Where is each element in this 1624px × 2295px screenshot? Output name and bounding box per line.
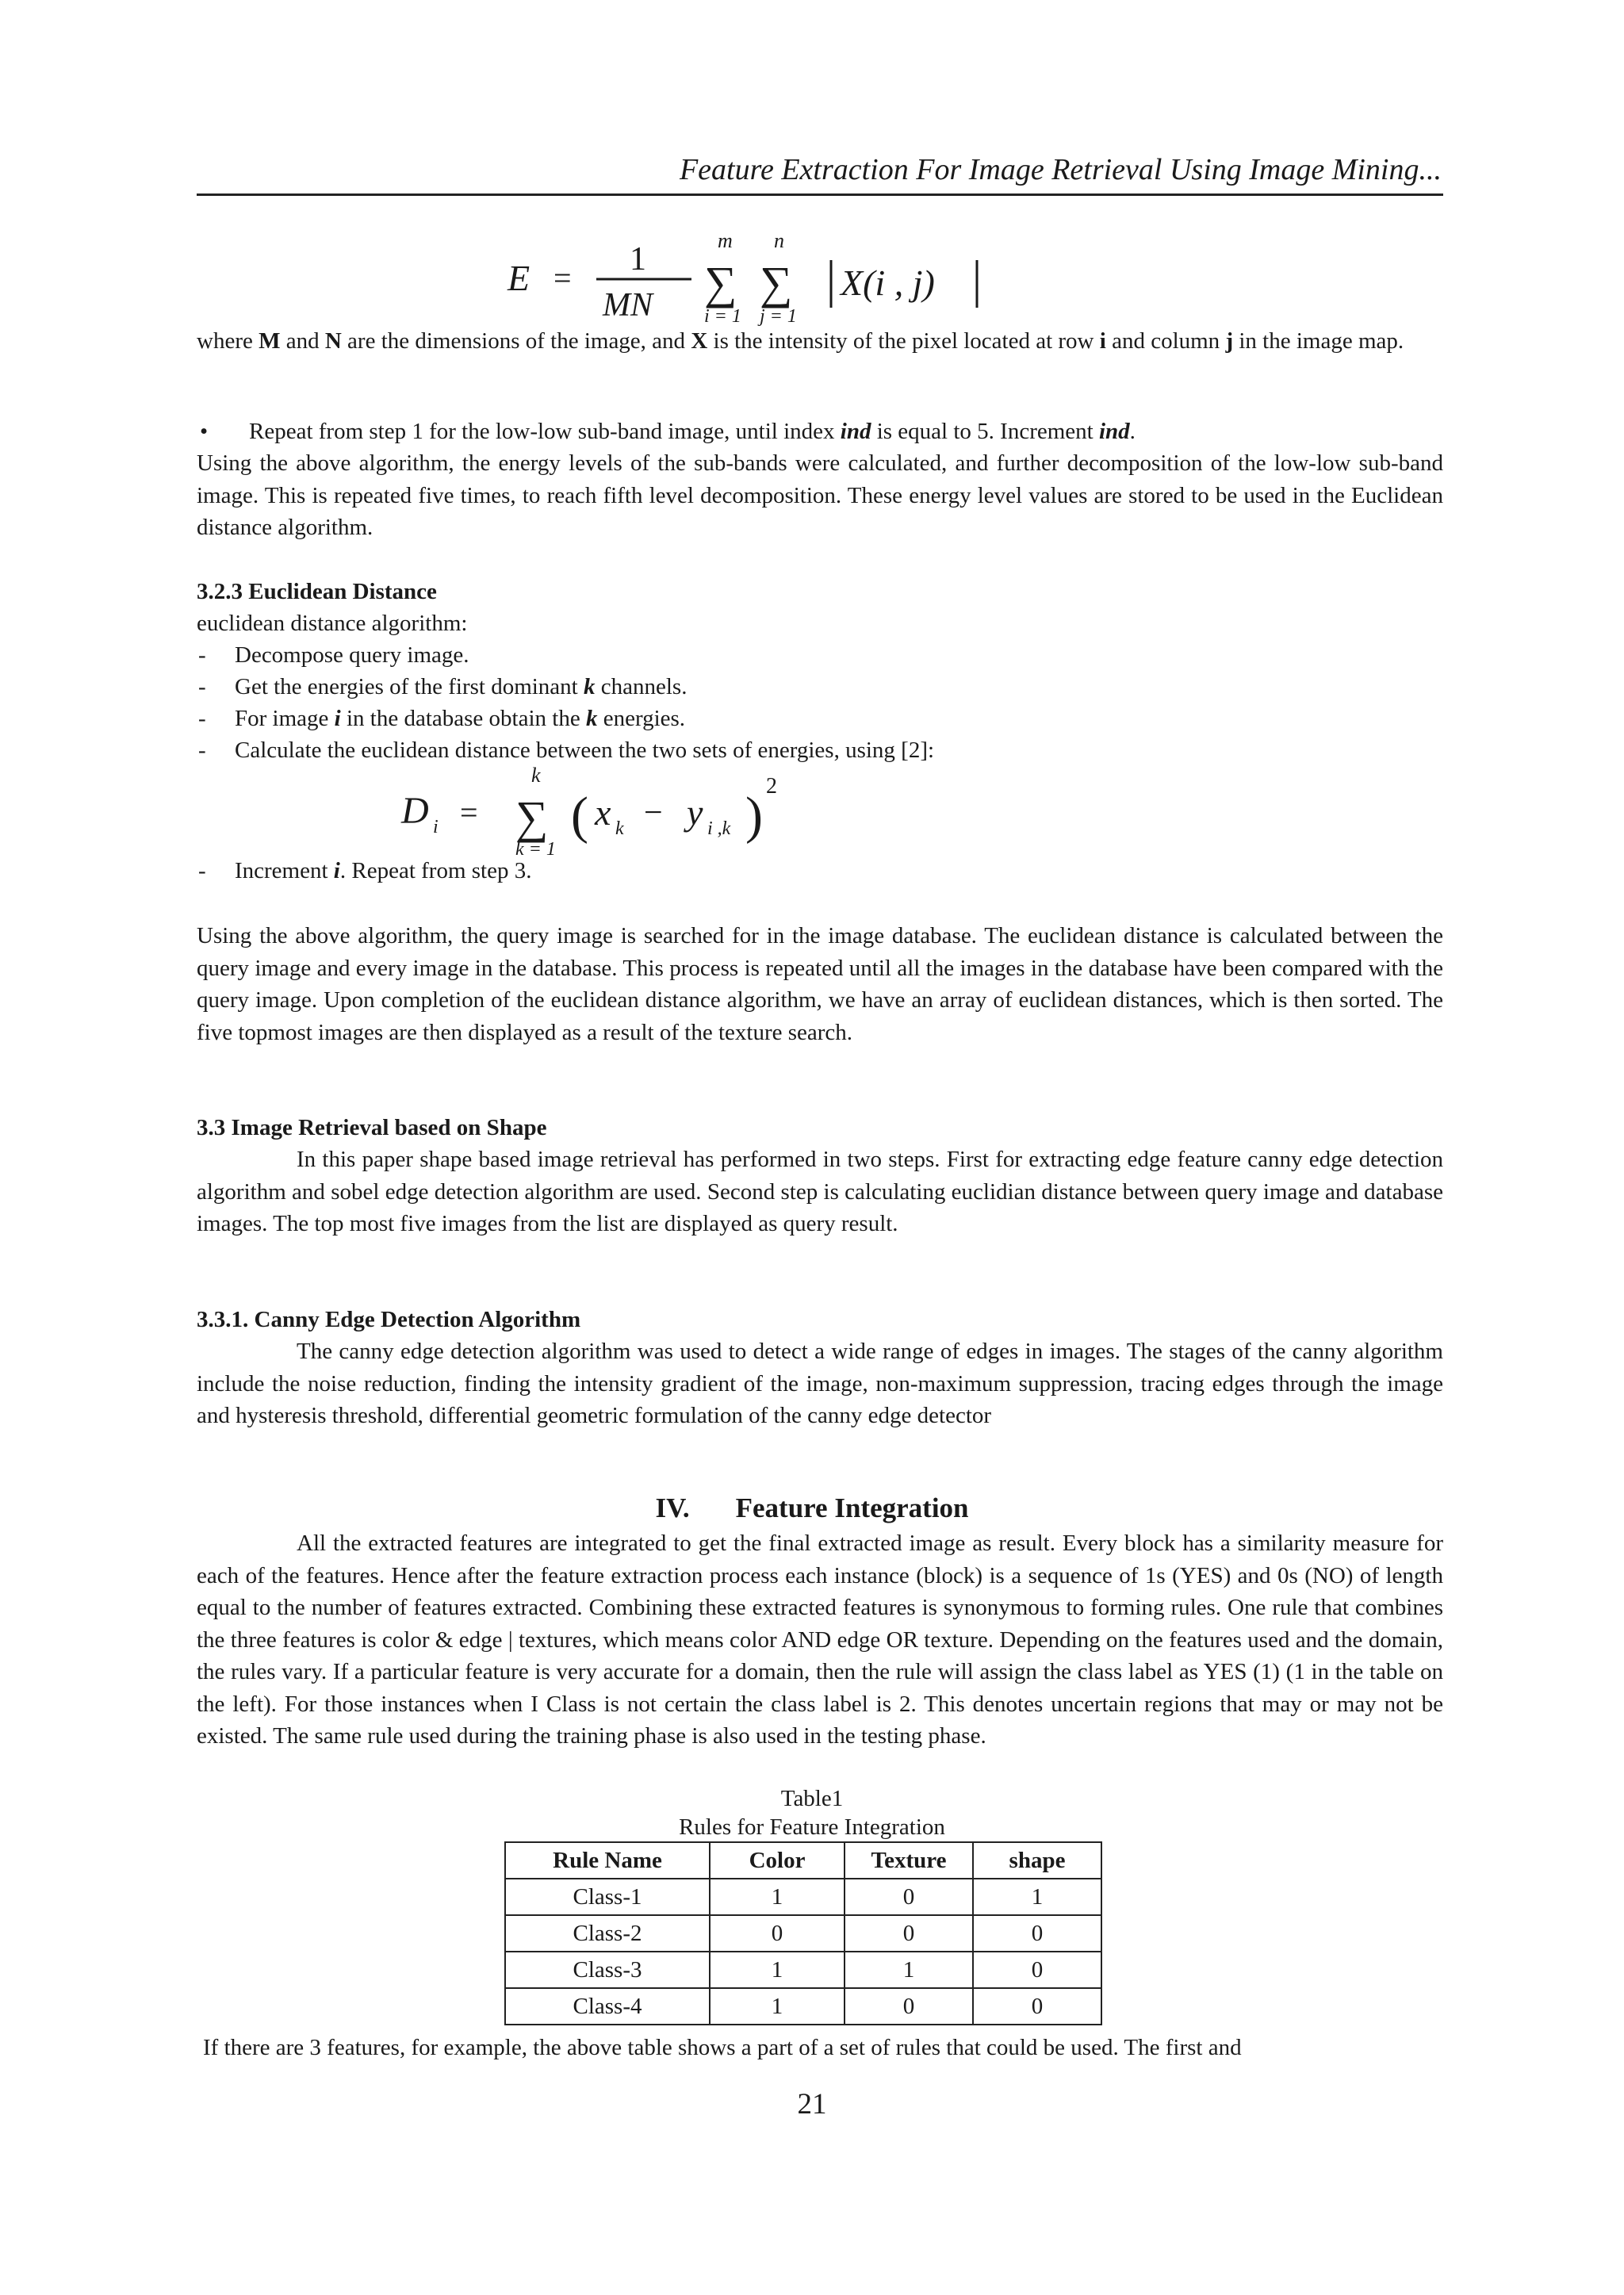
column-header: shape — [973, 1842, 1101, 1879]
section-3-3-heading: 3.3 Image Retrieval based on Shape — [197, 1115, 547, 1140]
table-cell: 0 — [845, 1988, 973, 2025]
formula-sum2-top: n — [774, 229, 784, 252]
section-3-2-3-heading: 3.2.3 Euclidean Distance — [197, 579, 437, 604]
bullet-text: Repeat from step 1 for the low-low sub-band image, until index ind is equal to 5. Increment ind. — [249, 419, 1136, 444]
sigma-symbol: ∑ — [704, 257, 737, 308]
table-cell: 0 — [973, 1988, 1101, 2025]
formula-sum2-bottom: j = 1 — [760, 306, 797, 327]
section-iv-title: IV. Feature Integration — [655, 1492, 969, 1523]
column-header: Color — [710, 1842, 845, 1879]
euclidean-intro: euclidean distance algorithm: — [197, 611, 468, 636]
table-cell: Class-2 — [505, 1915, 710, 1952]
formula-numerator: 1 — [630, 241, 646, 278]
table-row — [505, 1915, 1101, 1952]
table-cell: 0 — [845, 1915, 973, 1952]
table-title: Rules for Feature Integration — [679, 1814, 945, 1840]
formula-lhs-sub: i — [433, 817, 439, 837]
formula-lhs: D — [401, 790, 429, 832]
page-number: 21 — [797, 2088, 827, 2121]
formula-lhs: E — [508, 258, 530, 298]
table-cell: Class-3 — [505, 1952, 710, 1988]
feature-integration-paragraph: All the extracted features are integrated to get the final extracted image as result. Every block has a similarity measure for each of the features. Hence after the feature extraction process each instance (block) is a sequence of 1s (YES) and 0s (NO) of length equal to the number of features extracted. Combining these extracted features is synonymous to forming rules. One rule that combines the three features is color & edge | textures, which means color AND edge OR texture. Depending on the features used and the domain, the rules vary. If a particular feature is very accurate for a domain, then the rule will assign the class label as YES (1) (1 in the table on the left). For those instances when I Class is not certain the class label is 2. This denotes uncertain regions that may or may not be existed. The same rule used during the training phase is also used in the testing phase. — [197, 1531, 1443, 1749]
closing-paragraph: If there are 3 features, for example, the above table shows a part of a set of rules that could be used. The first and — [203, 2035, 1242, 2060]
table-cell: 1 — [710, 1988, 845, 2025]
formula-equals: = — [460, 795, 478, 830]
canny-paragraph: The canny edge detection algorithm was used to detect a wide range of edges in images. The stages of the canny algorithm include the noise reduction, finding the intensity gradient of the image, non-maximum suppression, tracing edges through the image and hysteresis threshold, differential geometric formulation of the canny edge detector — [197, 1339, 1443, 1428]
column-header: Rule Name — [505, 1842, 710, 1879]
table-cell: 1 — [973, 1879, 1101, 1915]
shape-retrieval-paragraph: In this paper shape based image retrieval has performed in two steps. First for extracting edge feature canny edge detection algorithm and sobel edge detection algorithm are used. Second step is calculating euclidian distance between query image and database images. The top most five images from the list are displayed as query result. — [197, 1147, 1443, 1236]
energy-variable-note: where M and N are the dimensions of the image, and X is the intensity of the pixel located at row i and column j in the image map. — [197, 328, 1404, 354]
table-cell: 1 — [710, 1879, 845, 1915]
sigma-symbol: ∑ — [515, 791, 549, 843]
table-cell: 1 — [845, 1952, 973, 1988]
table-cell: Class-1 — [505, 1879, 710, 1915]
formula-y-sub: i ,k — [707, 818, 731, 839]
formula-x: x — [595, 792, 611, 833]
section-3-3-1-heading: 3.3.1. Canny Edge Detection Algorithm — [197, 1307, 581, 1332]
running-header: Feature Extraction For Image Retrieval Using Image Mining... — [679, 153, 1442, 186]
document-page: Feature Extraction For Image Retrieval Using Image Mining... E = 1 MN m ∑ i = 1 n ∑ j = 1 X(i , j) where M and N are the dimensions of the image, and X is the intensity of the pixel located at row i and column j in the image map. • Repeat from step 1 for the low-low sub-band image, until index ind is equal to 5. Increment ind. Using the above algorithm, the energy levels of the sub-bands were calculated, and further decomposition of the low-low sub-band image. This is repeated five times, to reach fifth level decomposition. These energy level values are stored to be used in the Euclidean distance algorithm. 3.2.3 Euclidean Distance euclidean distance algorithm: - Decompose query image. - Get the energies of the first dominant k channels. - For image i in the database obtain the k energies. - Calculate the euclidean distance between the two sets of energies, using [2]: D i = k ∑ k = 1 ( x k − y i ,k ) 2 - Increment i. Repeat from step 3. Using the above algorithm, the query image is searched for in the image database. The euclidean distance is calculated between the query image and every image in the database. This process is repeated until all the images in the database have been compared with the query image. Upon completion of the euclidean distance algorithm, we have an array of euclidean distances, which is then sorted. The five topmost images are then displayed as a result of the texture search. 3.3 Image Retrieval based on Shape In this paper shape based image retrieval has performed in two steps. First for extracting edge feature canny edge detection algorithm and sobel edge detection algorithm are used. Second step is calculating euclidian distance between query image and database images. The top most five images from the list are displayed as query result. 3.3.1. Canny Edge Detection Algorithm The canny edge detection algorithm was used to detect a wide range of edges in images. The stages of the canny algorithm include the noise reduction, finding the intensity gradient of the image, non-maximum suppression, tracing edges through the image and hysteresis threshold, differential geometric formulation of the canny edge detector IV. Feature Integration All the extracted features are integrated to get the final extracted image as result. Every block has a similarity measure for each of the features. Hence after the feature extraction process each instance (block) is a sequence of 1s (YES) and 0s (NO) of length equal to the number of features extracted. Combining these extracted features is synonymous to forming rules. One rule that combines the three features is color & edge | textures, which means color AND edge OR texture. Depending on the features used and the domain, the rules vary. If a particular feature is very accurate for a domain, then the rule will assign the class label as YES (1) (1 in the table on the left). For those instances when I Class is not certain the class label is 2. This denotes uncertain regions that may or may not be existed. The same rule used during the training phase is also used in the testing phase. Table1 Rules for Feature Integration Rule Name Color Texture shape Class-1 1 0 1 Class-2 0 0 0 Class-3 1 1 0 Class-4 1 0 0 If there are 3 features, for example, the above table shows a part of a set of rules that could be used. The first and 21 — [0, 0, 1624, 2295]
energy-formula — [492, 228, 1047, 331]
decomposition-paragraph: Using the above algorithm, the energy levels of the sub-bands were calculated, and further decomposition of the low-low sub-band image. This is repeated five times, to reach fifth level decomposition. These energy level values are stored to be used in the Euclidean distance algorithm. — [197, 450, 1443, 540]
formula-sum-bottom: k = 1 — [515, 839, 556, 858]
table-cell: 0 — [710, 1915, 845, 1952]
distance-formula — [396, 766, 841, 858]
table-row — [505, 1952, 1101, 1988]
table-cell: Class-4 — [505, 1988, 710, 2025]
formula-equals: = — [553, 260, 572, 296]
table-header-row — [505, 1842, 1101, 1879]
euclidean-search-paragraph: Using the above algorithm, the query image is searched for in the image database. The euclidean distance is calculated between the query image and every image in the database. This process is repeated until all the images in the database have been compared with the query image. Upon completion of the euclidean distance algorithm, we have an array of euclidean distances, which is then sorted. The five topmost images are then displayed as a result of the texture search. — [197, 923, 1443, 1045]
formula-exponent: 2 — [766, 774, 777, 799]
rules-table — [504, 1841, 1102, 2025]
right-paren: ) — [745, 787, 763, 845]
formula-sum-top: k — [531, 766, 541, 787]
table-cell: 0 — [845, 1879, 973, 1915]
bullet-icon: • — [200, 419, 209, 444]
sigma-symbol: ∑ — [760, 257, 793, 308]
table-cell: 0 — [973, 1952, 1101, 1988]
formula-x-sub: k — [615, 818, 624, 839]
formula-y: y — [687, 792, 703, 833]
formula-denominator: MN — [603, 287, 653, 324]
table-cell: 1 — [710, 1952, 845, 1988]
column-header: Texture — [845, 1842, 973, 1879]
left-paren: ( — [571, 787, 588, 845]
table-row — [505, 1988, 1101, 2025]
table-label: Table1 — [780, 1786, 844, 1811]
formula-minus: − — [644, 795, 663, 831]
header-rule — [197, 193, 1443, 196]
formula-sum1-top: m — [718, 229, 733, 252]
formula-body: X(i , j) — [841, 262, 935, 303]
table-cell: 0 — [973, 1915, 1101, 1952]
table-row — [505, 1879, 1101, 1915]
formula-sum1-bottom: i = 1 — [704, 306, 741, 327]
